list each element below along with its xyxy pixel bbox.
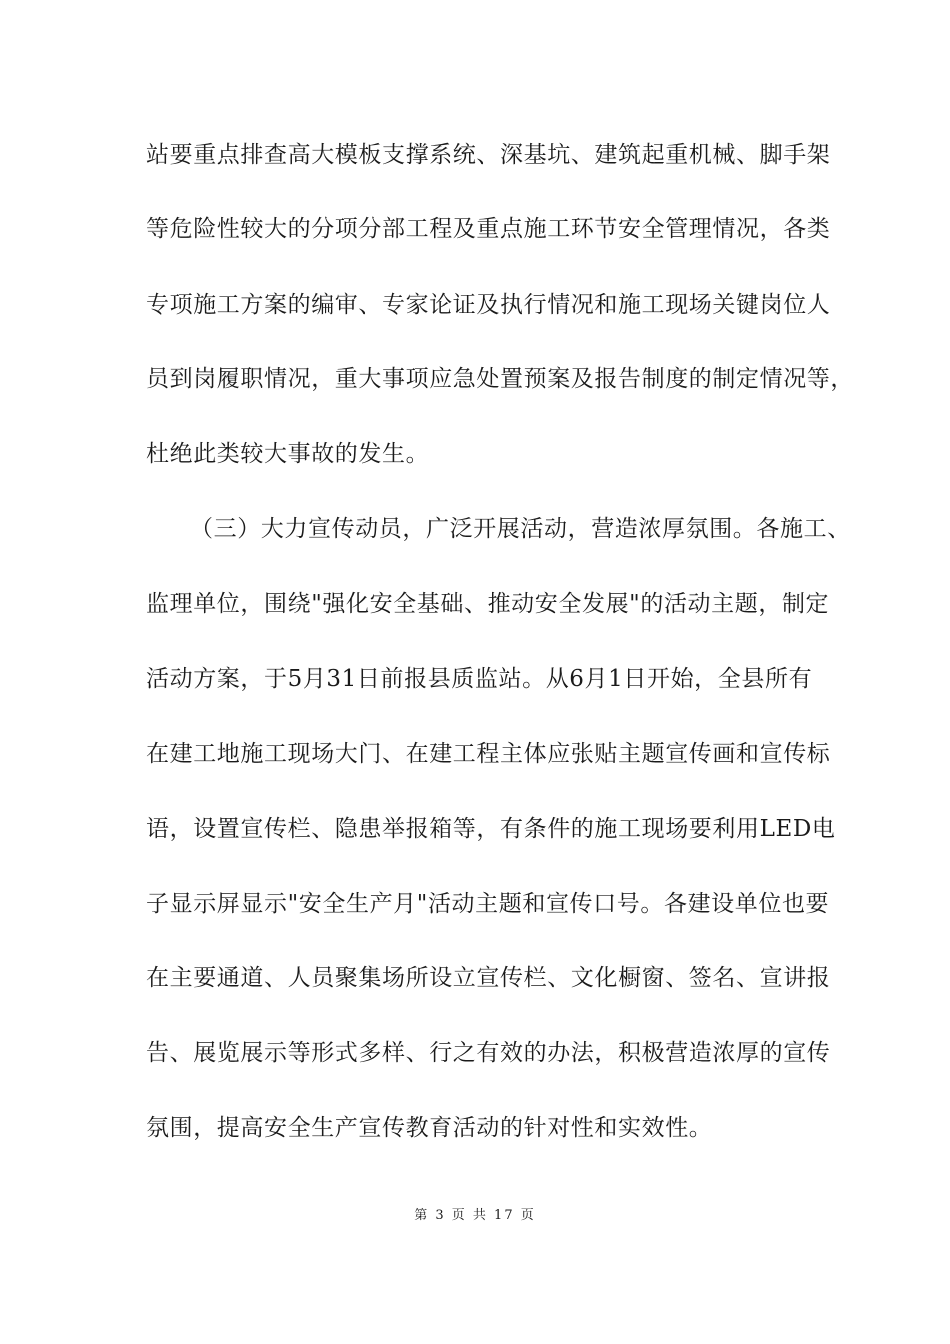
paragraph-line: 告、展览展示等形式多样、行之有效的办法，积极营造浓厚的宣传 <box>146 1040 831 1066</box>
paragraph-line: 语，设置宣传栏、隐患举报箱等，有条件的施工现场要利用LED电 <box>146 816 836 842</box>
paragraph-line: 等危险性较大的分项分部工程及重点施工环节安全管理情况，各类 <box>146 216 831 242</box>
paragraph-line: 在建工地施工现场大门、在建工程主体应张贴主题宣传画和宣传标 <box>146 741 831 767</box>
paragraph-line: 氛围，提高安全生产宣传教育活动的针对性和实效性。 <box>146 1115 713 1141</box>
paragraph-line: 杜绝此类较大事故的发生。 <box>146 441 430 467</box>
paragraph-line: 专项施工方案的编审、专家论证及执行情况和施工现场关键岗位人 <box>146 292 831 318</box>
paragraph-line: 站要重点排查高大模板支撑系统、深基坑、建筑起重机械、脚手架 <box>146 142 831 168</box>
page-number-footer: 第 3 页 共 17 页 <box>414 1208 536 1223</box>
paragraph-line: 监理单位，围绕"强化安全基础、推动安全发展"的活动主题，制定 <box>146 591 830 617</box>
paragraph-line: 员到岗履职情况，重大事项应急处置预案及报告制度的制定情况等， <box>146 366 854 392</box>
paragraph-line: 子显示屏显示"安全生产月"活动主题和宣传口号。各建设单位也要 <box>146 891 830 917</box>
paragraph-line: 在主要通道、人员聚集场所设立宣传栏、文化橱窗、签名、宣讲报 <box>146 965 831 991</box>
paragraph-line: （三）大力宣传动员，广泛开展活动，营造浓厚氛围。各施工、 <box>190 516 851 542</box>
paragraph-line: 活动方案，于5月31日前报县质监站。从6月1日开始，全县所有 <box>146 666 813 692</box>
